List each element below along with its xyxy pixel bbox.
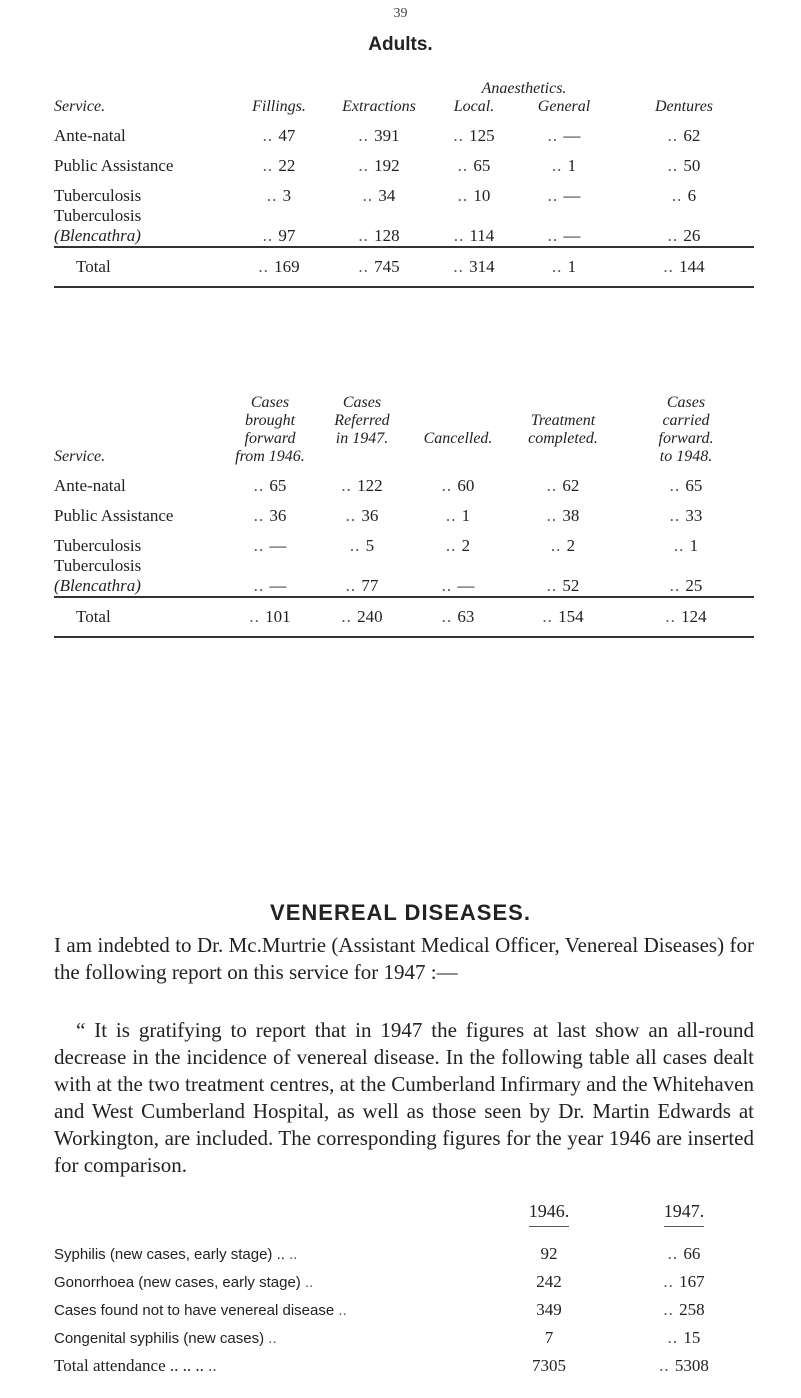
table-row bbox=[54, 176, 754, 206]
adults-section-title: Adults. bbox=[368, 34, 433, 55]
cell-cancelled: .. 60 bbox=[408, 466, 508, 496]
header-line: Cancelled. bbox=[423, 430, 493, 447]
cell-referred: .. 36 bbox=[316, 496, 408, 526]
total-row bbox=[54, 597, 754, 637]
row-label: Congenital syphilis (new cases) .. bbox=[54, 1324, 484, 1352]
table-row bbox=[54, 1324, 754, 1352]
cell-1947: .. 66 bbox=[614, 1230, 754, 1268]
table-row bbox=[54, 1230, 754, 1268]
cell-general: .. — bbox=[514, 206, 614, 247]
cell-brought: .. — bbox=[224, 556, 316, 597]
table-row bbox=[54, 556, 754, 597]
cell-completed: .. 38 bbox=[508, 496, 618, 526]
header-service: Service. bbox=[54, 448, 106, 465]
header-brought-forward bbox=[224, 394, 316, 466]
header-anaesthetics: Anaesthetics. bbox=[481, 80, 567, 97]
cell-1946: 92 bbox=[540, 1244, 558, 1263]
adults-header-row-1 bbox=[54, 80, 754, 98]
cell-carried: .. 33 bbox=[618, 496, 754, 526]
adults-header-row-2 bbox=[54, 98, 754, 116]
intro-paragraph: I am indebted to Dr. Mc.Murtrie (Assistant Medical Officer, Venereal Diseases) for the following report on this service for 1947 :— bbox=[54, 933, 754, 984]
total-label: Total bbox=[54, 247, 234, 287]
cell-cancelled: .. — bbox=[408, 556, 508, 597]
row-service bbox=[54, 556, 224, 597]
row-service: Tuberculosis bbox=[54, 536, 142, 555]
cell-dentures: .. 50 bbox=[614, 146, 754, 176]
table-row bbox=[54, 1352, 754, 1380]
header-treatment-completed bbox=[508, 394, 618, 466]
total-fillings: .. 169 bbox=[234, 247, 324, 287]
header-line: Cases bbox=[250, 394, 290, 411]
quote-paragraph: “ It is gratifying to report that in 1947 the figures at last show an all-round decrease in the incidence of venereal disease. In the following table all cases dealt with at the two treatment centres, at the Cumberland Infirmary and the Whitehaven and West Cumberland Hospital, as well as those seen by Dr. Martin Edwards at Workington, are included. The corresponding figures for the year 1946 are inserted for comparison. bbox=[54, 1018, 754, 1177]
header-line: in 1947. bbox=[335, 430, 389, 447]
cell-carried: .. 1 bbox=[618, 526, 754, 556]
cell-dentures: .. 6 bbox=[614, 176, 754, 206]
cell-1946: 7 bbox=[544, 1328, 554, 1347]
header-line: completed. bbox=[528, 430, 598, 447]
cell-local: .. 125 bbox=[434, 116, 514, 146]
total-carried: .. 124 bbox=[618, 597, 754, 637]
total-cancelled: .. 63 bbox=[408, 597, 508, 637]
year-label: 1947. bbox=[664, 1201, 705, 1227]
header-year-1947 bbox=[614, 1198, 754, 1230]
cell-cancelled: .. 1 bbox=[408, 496, 508, 526]
row-service-line2: (Blencathra) bbox=[54, 226, 141, 245]
header-carried-forward bbox=[618, 394, 754, 466]
cell-referred: .. 77 bbox=[316, 556, 408, 597]
table-row bbox=[54, 116, 754, 146]
cell-dentures: .. 26 bbox=[614, 206, 754, 247]
cell-1947: .. 15 bbox=[614, 1324, 754, 1352]
row-label: Cases found not to have venereal disease .. bbox=[54, 1296, 484, 1324]
cell-1947: .. 167 bbox=[614, 1268, 754, 1296]
header-line: carried bbox=[662, 412, 710, 429]
row-label: Gonorrhoea (new cases, early stage) .. bbox=[54, 1268, 484, 1296]
cell-completed: .. 62 bbox=[508, 466, 618, 496]
header-referred bbox=[316, 394, 408, 466]
cell-brought: .. — bbox=[224, 526, 316, 556]
total-general: .. 1 bbox=[514, 247, 614, 287]
cell-general: .. — bbox=[514, 176, 614, 206]
table-row bbox=[54, 1296, 754, 1324]
row-service-line1: Tuberculosis bbox=[54, 206, 142, 225]
cell-local: .. 10 bbox=[434, 176, 514, 206]
cell-fillings: .. 3 bbox=[234, 176, 324, 206]
cell-1947: .. 5308 bbox=[614, 1352, 754, 1380]
cell-1946: 349 bbox=[536, 1300, 562, 1319]
header-line: Cases bbox=[666, 394, 706, 411]
cell-general: .. — bbox=[514, 116, 614, 146]
cell-completed: .. 52 bbox=[508, 556, 618, 597]
row-service: Tuberculosis bbox=[54, 186, 142, 205]
row-service: Ante-natal bbox=[54, 126, 126, 145]
year-label: 1946. bbox=[529, 1201, 570, 1227]
header-line: Cases bbox=[342, 394, 382, 411]
total-extractions: .. 745 bbox=[324, 247, 434, 287]
cell-referred: .. 5 bbox=[316, 526, 408, 556]
header-extractions: Extractions bbox=[342, 98, 416, 115]
row-service bbox=[54, 206, 234, 247]
total-row bbox=[54, 247, 754, 287]
cell-extractions: .. 192 bbox=[324, 146, 434, 176]
table-row bbox=[54, 146, 754, 176]
cell-extractions: .. 34 bbox=[324, 176, 434, 206]
cases-header-row bbox=[54, 394, 754, 466]
cell-extractions: .. 128 bbox=[324, 206, 434, 247]
header-fillings: Fillings. bbox=[252, 98, 306, 115]
table-row bbox=[54, 496, 754, 526]
row-service-line1: Tuberculosis bbox=[54, 556, 142, 575]
adults-dental-table bbox=[54, 80, 754, 288]
header-line: forward bbox=[244, 430, 296, 447]
total-brought: .. 101 bbox=[224, 597, 316, 637]
header-cancelled bbox=[408, 394, 508, 466]
total-label: Total bbox=[54, 597, 224, 637]
cell-fillings: .. 22 bbox=[234, 146, 324, 176]
cell-dentures: .. 62 bbox=[614, 116, 754, 146]
header-dentures: Dentures bbox=[654, 98, 714, 115]
cell-local: .. 65 bbox=[434, 146, 514, 176]
row-service: Ante-natal bbox=[54, 476, 126, 495]
header-line: forward. bbox=[658, 430, 714, 447]
header-line: from 1946. bbox=[235, 448, 305, 465]
cell-1947: .. 258 bbox=[614, 1296, 754, 1324]
page-number: 39 bbox=[393, 6, 408, 21]
row-service-line2: (Blencathra) bbox=[54, 576, 141, 595]
header-line: Treatment bbox=[530, 412, 596, 429]
row-service: Public Assistance bbox=[54, 156, 174, 175]
cell-brought: .. 65 bbox=[224, 466, 316, 496]
table-row bbox=[54, 206, 754, 247]
header-line: brought bbox=[244, 412, 296, 429]
header-line: to 1948. bbox=[659, 448, 713, 465]
cell-cancelled: .. 2 bbox=[408, 526, 508, 556]
header-year-1946 bbox=[484, 1198, 614, 1230]
table-row bbox=[54, 1268, 754, 1296]
cell-referred: .. 122 bbox=[316, 466, 408, 496]
cell-fillings: .. 97 bbox=[234, 206, 324, 247]
total-local: .. 314 bbox=[434, 247, 514, 287]
row-label: Total attendance .. .. .. .. bbox=[54, 1352, 484, 1380]
table-row bbox=[54, 466, 754, 496]
cell-general: .. 1 bbox=[514, 146, 614, 176]
cell-1946: 7305 bbox=[532, 1356, 566, 1375]
cell-completed: .. 2 bbox=[508, 526, 618, 556]
header-line: Referred bbox=[334, 412, 390, 429]
vd-header-row bbox=[54, 1198, 754, 1230]
cases-table bbox=[54, 394, 754, 638]
cell-local: .. 114 bbox=[434, 206, 514, 247]
total-completed: .. 154 bbox=[508, 597, 618, 637]
row-label: Syphilis (new cases, early stage) .. .. bbox=[54, 1230, 484, 1268]
header-service: Service. bbox=[54, 98, 106, 115]
table-row bbox=[54, 526, 754, 556]
cell-1946: 242 bbox=[536, 1272, 562, 1291]
header-local: Local. bbox=[453, 98, 495, 115]
cell-fillings: .. 47 bbox=[234, 116, 324, 146]
total-referred: .. 240 bbox=[316, 597, 408, 637]
cell-carried: .. 65 bbox=[618, 466, 754, 496]
header-general: General bbox=[537, 98, 591, 115]
venereal-comparison-table bbox=[54, 1198, 754, 1380]
row-service: Public Assistance bbox=[54, 506, 174, 525]
cell-brought: .. 36 bbox=[224, 496, 316, 526]
total-dentures: .. 144 bbox=[614, 247, 754, 287]
cell-extractions: .. 391 bbox=[324, 116, 434, 146]
cell-carried: .. 25 bbox=[618, 556, 754, 597]
venereal-diseases-title: VENEREAL DISEASES. bbox=[270, 900, 531, 925]
